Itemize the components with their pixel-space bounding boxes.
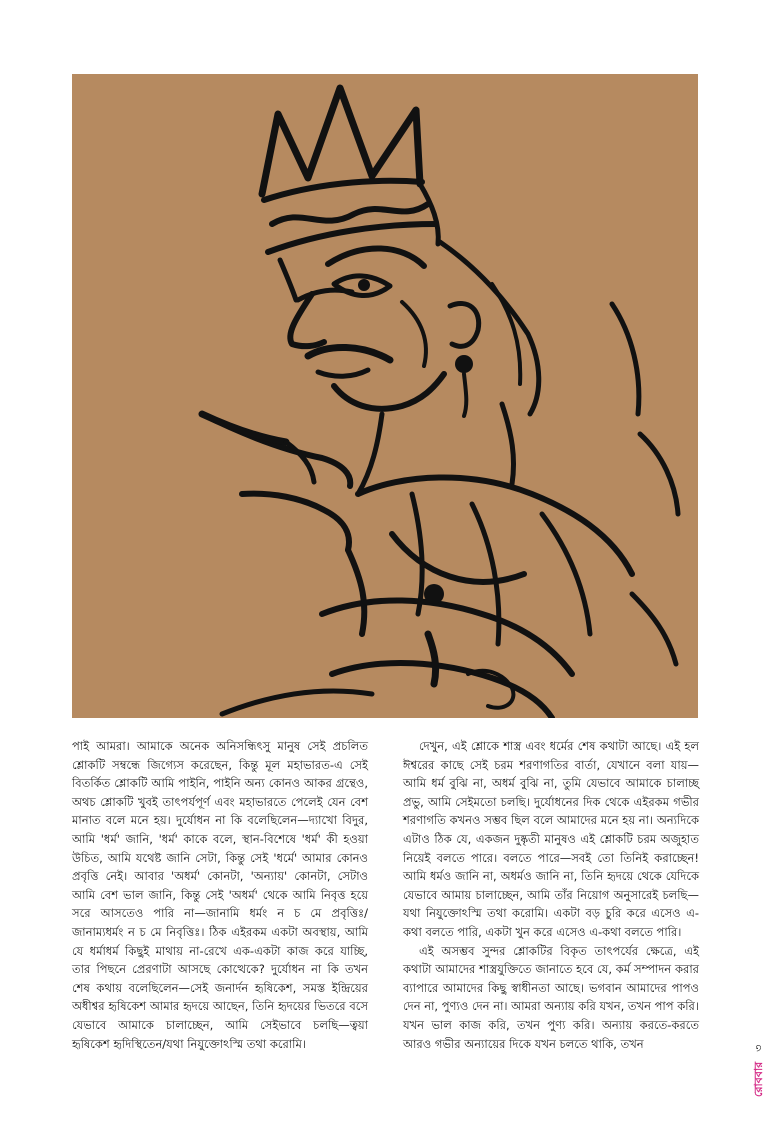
crown-band-lower: [268, 224, 436, 252]
earring-drop: [464, 374, 466, 416]
article-paragraph: দেখুন, এই শ্লোকে শাস্ত্র এবং ধর্মের শেষ কথাটা আছে। এই হল ঈশ্বরের কাছে সেই চরম শরণাগতির বার্তা, যেখানে বলা যায়—আমি ধর্ম বুঝি না, অধর্ম বুঝি না, তুমি যেভাবে আমাকে চালাচ্ছ প্রভু, আমি সেইমতো চলছি। দুর্যোধনের দিক থেকে এইরকম গভীর শরণাগতি কখনও সম্ভব ছিল বলে আমাদের মনে হয় না। অন্যদিকে এটাও ঠিক যে, একজন দুষ্কৃতী মানুষও এই শ্লোকটি চরম অজুহাত নিয়েই বলতে পারে। বলতে পারে—সবই তো তিনিই করাচ্ছেন! আমি ধর্মও জানি না, অধর্মও জানি না, তিনি হৃদয়ে থেকে যেদিকে যেভাবে আমায় চালাচ্ছেন, আমি তাঁর নিয়োগ অনুসারেই চলছি—যথা নিযুক্তোঽস্মি তথা করোমি। একটা বড় চুরি করে এসেও এ-কথা বলতে পারি, একটা খুন করে এসেও এ-কথা বলতে পারি।: [403, 739, 699, 939]
pointing-finger: [202, 414, 286, 442]
side-stroke-3: [632, 594, 676, 664]
ear: [450, 303, 479, 346]
earring: [455, 355, 473, 373]
head-back: [440, 242, 539, 414]
page-footer-vertical: [752, 1045, 766, 1097]
thumb: [286, 442, 314, 482]
article-paragraph: এই অসম্ভব সুন্দর শ্লোকটির বিকৃত তাৎপর্যের ক্ষেত্রে, এই কথাটা আমাদের শাস্ত্রযুক্তিতে জানাতে হবে যে, কর্ম সম্পাদন করার ব্যাপারে আমাদের কিছু স্বাধীনতা আছে। ভগবান আমাদের পাপও দেন না, পুণ্যও দেন না। আমরা অন্যায় করি যখন, তখন পাপ করি। যখন ভাল কাজ করি, তখন পুণ্য করি। অন্যায় করতে-করতে আরও গভীর অন্যায়ের দিকে যখন চলতে থাকি, তখন: [403, 943, 699, 1051]
cheek: [402, 302, 426, 366]
wrist: [348, 550, 364, 634]
hand-lower: [242, 494, 349, 550]
article-paragraph: পাই আমরা। আমাকে অনেক অনিসন্ধিৎসু মানুষ সেই প্রচলিত শ্লোকটি সম্বন্ধে জিগ্যেস করেছেন, কিন্তু মূল মহাভারত-এ সেই বিতর্কিত শ্লোকটি আমি পাইনি, পাইনি অন্য কোনও আকর গ্রন্থেও, অথচ শ্লোকটি খুবই তাৎপর্যপূর্ণ এবং মহাভারতে পেলেই যেন বেশ মানাত বলে মনে হয়। দুর্যোধন না কি বলেছিলেন—দ্যাখো বিদুর, আমি 'ধর্ম' জানি, 'ধর্ম' কাকে বলে, স্থান-বিশেষে 'ধর্ম' কী হওয়া উচিত, আমি যথেষ্ট জানি সেটা, কিন্তু সেই 'ধর্মে' আমার কোনও প্রবৃত্তি নেই। আবার 'অধর্ম' কোনটা, 'অন্যায়' কোনটা, সেটাও আমি বেশ ভাল জানি, কিন্তু সেই 'অধর্ম' থেকে আমি নিবৃত্ত হয়ে সরে আসতেও পারি না—জানামি ধর্মং ন চ মে প্রবৃত্তিঃ/জানাম্যধর্মং ন চ মে নিবৃত্তিঃ। ঠিক এইরকম একটা অবস্থায়, আমি যে ধর্মাধর্ম কিছুই মাথায় না-রেখে এক-একটা কাজ করে যাচ্ছি, তার পিছনে প্রেরণাটা আসছে কোত্থেকে? দুর্যোধন না কি তখন শেষ কথায় বলেছিলেন—সেই জনার্দন হৃষিকেশ, সমস্ত ইন্দ্রিয়ের অধীশ্বর হৃষিকেশ আমার হৃদয়ে আছেন, তিনি হৃদয়ের ভিতরে বসে যেভাবে আমাকে চালাচ্ছেন, আমি সেইভাবে চলছি—ত্বয়া হৃষিকেশ হৃদিস্থিতেন/যথা নিযুক্তোঽস্মি তথা করোমি।: [72, 739, 368, 1051]
chin-beard: [334, 374, 444, 409]
neck-front: [358, 414, 382, 494]
shoulder-line: [358, 477, 632, 574]
side-stroke-1: [612, 304, 639, 414]
lips: [318, 370, 368, 376]
crown-right-edge: [420, 184, 438, 244]
magazine-name: রোববার: [752, 1061, 765, 1097]
mustache: [308, 347, 390, 360]
bracelet: [428, 634, 436, 684]
article-left-column: [72, 737, 368, 1053]
side-stroke-2: [640, 434, 678, 514]
hair-strand: [492, 284, 520, 384]
illustration-king-drawing: [72, 74, 698, 718]
neck-back: [502, 404, 514, 484]
eye-pupil: [358, 279, 370, 291]
necklace: [392, 534, 524, 582]
crown-band-wave: [272, 204, 428, 224]
crown-band-upper: [264, 181, 422, 200]
headdress-line: [280, 260, 296, 300]
garment-fold-2: [472, 504, 499, 644]
page-number: ৩: [752, 1044, 765, 1052]
ground-stroke: [222, 691, 372, 714]
ring-jewel: [424, 584, 444, 604]
garment-fold-3: [542, 514, 590, 634]
article-right-column: [403, 737, 699, 1053]
king-ink-drawing: [72, 74, 698, 718]
eyebrow: [328, 248, 424, 266]
forearm-top: [322, 600, 572, 674]
